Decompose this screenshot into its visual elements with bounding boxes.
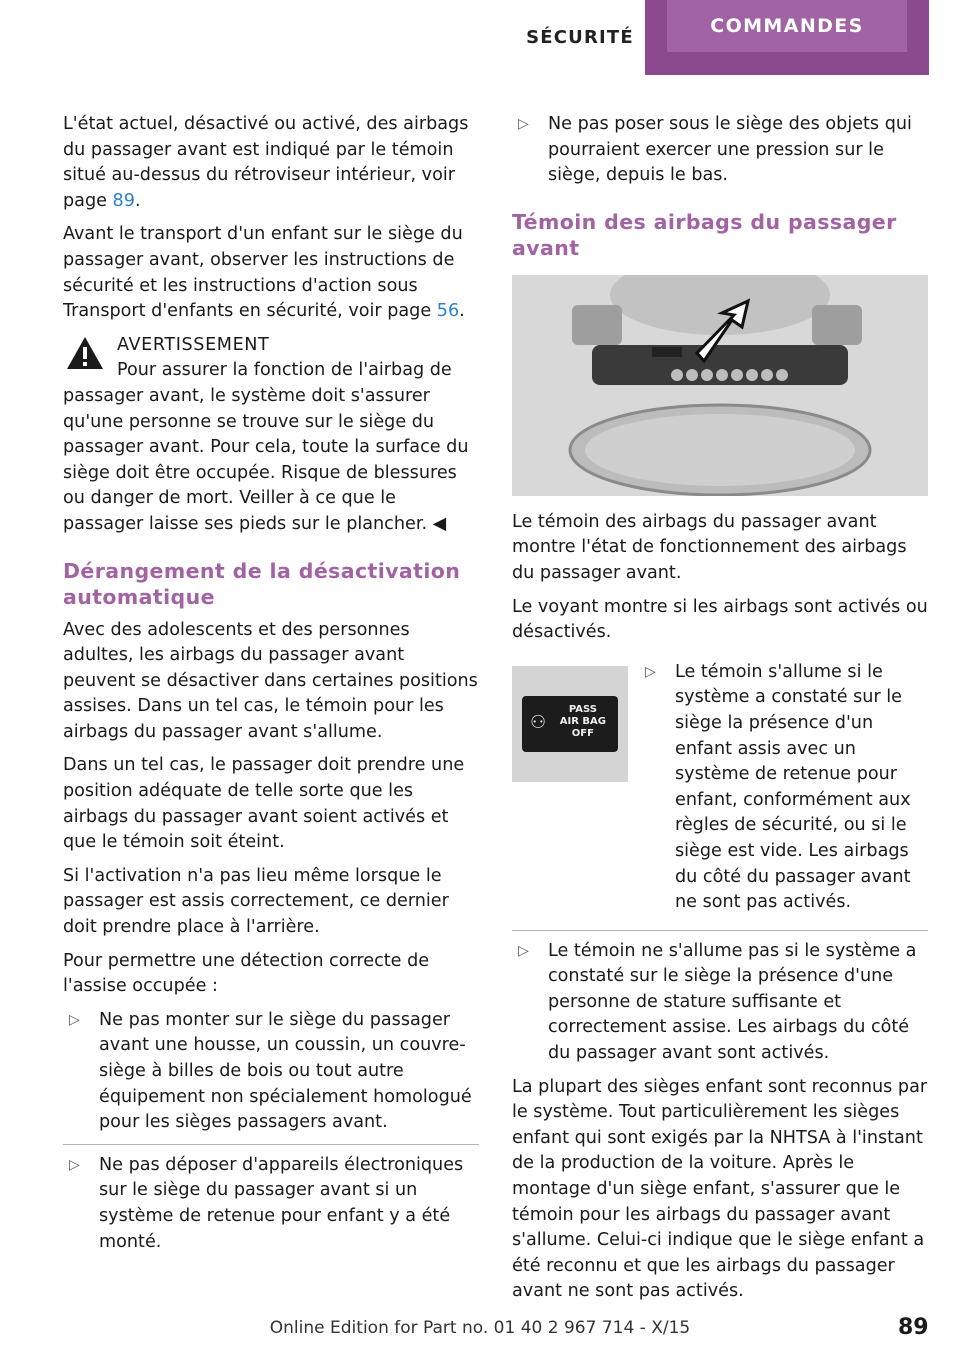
bullet-triangle-icon: ▷ [518,116,529,132]
warning-text: passager avant, le système doit s'assurer qu'une personne se trouve sur le siège du passager avant. Pour cela, toute la surface du siège doit être occupée. Risque de blessures ou danger de mort. Veiller à ce que le passager laisse ses pieds sur le plancher. ◀ [63,385,469,534]
list-item: ▷ Ne pas monter sur le siège du passager avant une housse, un coussin, un couvre-siège à billes de bois ou tout autre équipement non spécialement homologué pour les sièges passagers avant. [69,1009,472,1133]
paragraph: Pour permettre une détection correcte de l'assise occupée : [63,950,430,997]
indicator-panel [522,696,618,752]
mirror-illustration [512,275,928,496]
paragraph: Dans un tel cas, le passager doit prendre une position adéquate de telle sorte que les airbags du passager avant soient activés et que le témoin soit éteint. [63,755,465,853]
page-link[interactable]: 56 [436,301,460,322]
chapter-tab[interactable] [645,0,929,75]
interior-mirror-photo [512,275,928,496]
divider [512,930,928,931]
list-item: ▷ Ne pas poser sous le siège des objets qui pourraient exercer une pression sur le siège, depuis le bas. [518,114,912,186]
warning-title: AVERTISSEMENT [117,334,270,355]
bullet-triangle-icon: ▷ [69,1156,80,1173]
list-item: ▷ Le témoin ne s'allume pas si le système a constaté sur le siège la présence d'une personne de stature suffisante et correctement assise. Les airbags du côté du passager avant sont activés. [518,940,917,1064]
page-number: 89 [898,1315,929,1340]
page-link[interactable]: 89 [112,190,135,211]
bullet-triangle-icon: ▷ [518,942,529,959]
section-heading: Témoin des airbags du passager avant [512,209,897,260]
paragraph: Le voyant montre si les airbags sont activés ou désactivés. [512,596,928,643]
divider [63,1144,479,1145]
paragraph: Si l'activation n'a pas lieu même lorsque le passager est assis correctement, ce dernier doit prendre place à l'arrière. [63,865,449,938]
bullet-triangle-icon: ▷ [645,663,656,680]
pass-airbag-row [512,660,928,924]
paragraph: Avec des adolescents et des personnes adultes, les airbags du passager avant peuvent se désactiver dans certaines positions assises. Dans un tel cas, le témoin pour les airbags du passager avant s'allume. [63,619,478,742]
indicator-label: PASS AIR BAG OFF [559,703,606,739]
bullet-triangle-icon: ▷ [69,1011,80,1028]
paragraph: Le témoin des airbags du passager avant montre l'état de fonctionnement des airbags du passager avant. [512,511,907,583]
section-heading: Dérangement de la désactivation automatique [63,558,461,609]
right-column [512,112,928,1313]
seat-child-icon: ⚇ [530,711,547,733]
left-column [63,112,479,1263]
paragraph: La plupart des sièges enfant sont reconnus par le système. Tout particulièrement les sièges enfant qui sont exigés par la NHTSA à l'instant de la production de la voiture. Après le montage d'un siège enfant, s'assurer que le témoin pour les airbags du passager avant s'allume. Celui-ci indique que le siège enfant a été reconnu et que les airbags du passager avant ne sont pas activés. [512,1076,928,1302]
list-item: ▷ Le témoin s'allume si le système a constaté sur le siège la présence d'un enfant assis avec un système de retenue pour enfant, conformément aux règles de sécurité, ou si le siège est vide. Les airbags du côté du passager avant ne sont pas activés. [645,661,911,913]
warning-text: Pour assurer la fonction de l'airbag de [117,360,452,381]
chapter-tab-label: COMMANDES [667,0,907,52]
section-tab[interactable]: SÉCURITÉ [526,27,634,48]
footer-edition: Online Edition for Part no. 01 40 2 967 714 - X/15 [269,1318,691,1338]
warning-block [63,333,479,538]
warning-triangle-icon [65,335,105,371]
list-item: ▷ Ne pas déposer d'appareils électroniques sur le siège du passager avant si un système de retenue pour enfant y a été monté. [69,1154,464,1252]
paragraph: Avant le transport d'un enfant sur le siège du passager avant, observer les instructions de sécurité et les instructions d'action sous Transport d'enfants en sécurité, voir page 56. [63,224,465,322]
pass-airbag-off-indicator [512,666,628,782]
paragraph: L'état actuel, désactivé ou activé, des airbags du passager avant est indiqué par le témoin situé au-dessus du rétroviseur intérieur, voir page 89. [63,114,469,211]
pass-text [639,660,928,924]
